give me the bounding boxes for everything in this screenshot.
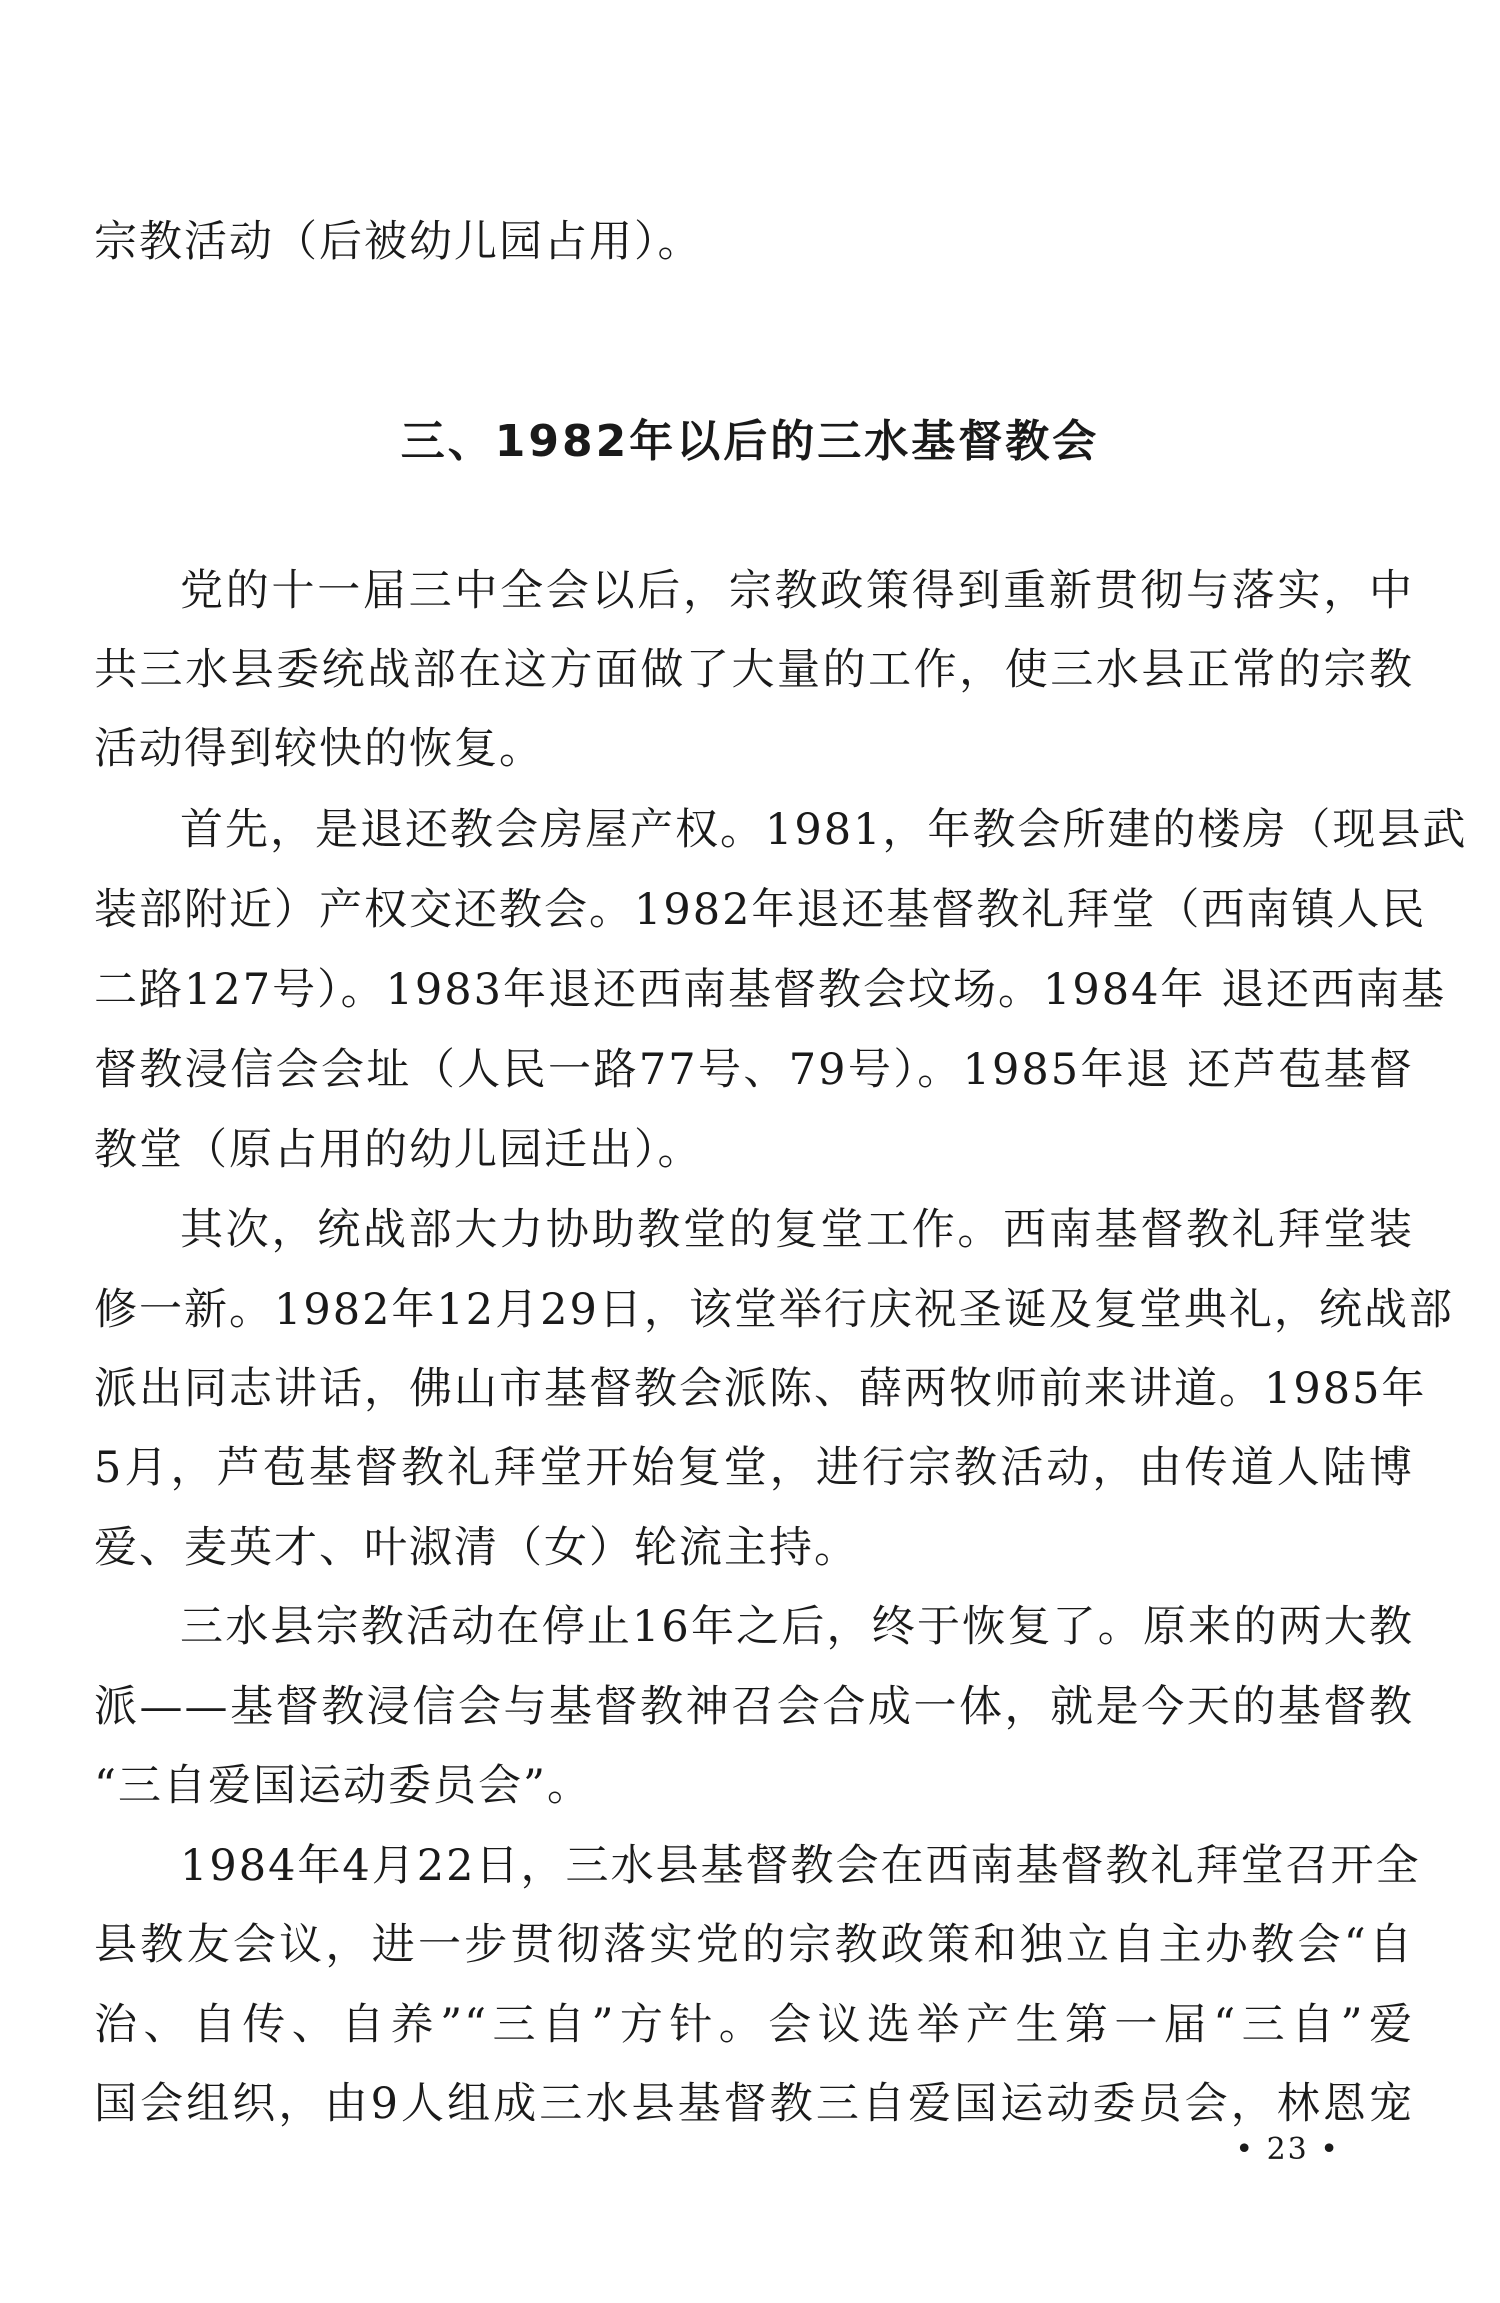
paragraph-4-line-3: “三自爱国运动委员会”。 (94, 1761, 592, 1811)
section-heading: 三、1982年以后的三水基督教会 (400, 416, 1100, 467)
paragraph-5-line-2: 县教友会议，进一步贯彻落实党的宗教政策和独立自主办教会“自 (94, 1920, 1414, 1970)
paragraph-5-line-4: 国会组织，由9人组成三水县基督教三自爱国运动委员会，林恩宠 (94, 2079, 1414, 2129)
paragraph-3-line-1: 其次，统战部大力协助教堂的复堂工作。西南基督教礼拜堂装 (180, 1205, 1414, 1255)
paragraph-2-line-1: 首先，是退还教会房屋产权。1981，年教会所建的楼房（现县武 (180, 805, 1468, 855)
page-number: • 23 • (1235, 2132, 1340, 2167)
paragraph-2-line-5: 教堂（原占用的幼儿园迁出）。 (94, 1125, 703, 1175)
paragraph-3-line-4: 5月，芦苞基督教礼拜堂开始复堂，进行宗教活动，由传道人陆博 (94, 1443, 1414, 1493)
paragraph-2-line-2: 装部附近）产权交还教会。1982年退还基督教礼拜堂（西南镇人民 (94, 885, 1427, 935)
paragraph-2-line-3: 二路127号）。1983年退还西南基督教会坟场。1984年 退还西南基 (94, 965, 1447, 1015)
text-line-continuation: 宗教活动（后被幼儿园占用）。 (94, 217, 703, 267)
paragraph-4-line-1: 三水县宗教活动在停止16年之后，终于恢复了。原来的两大教 (180, 1602, 1414, 1652)
paragraph-2-line-4: 督教浸信会会址（人民一路77号、79号）。1985年退 还芦苞基督 (94, 1045, 1414, 1095)
paragraph-5-line-3: 治、自传、自养”“三自”方针。会议选举产生第一届“三自”爱 (94, 2000, 1414, 2050)
paragraph-3-line-3: 派出同志讲话，佛山市基督教会派陈、薛两牧师前来讲道。1985年 (94, 1364, 1427, 1414)
paragraph-5-line-1: 1984年4月22日，三水县基督教会在西南基督教礼拜堂召开全 (180, 1841, 1421, 1891)
paragraph-3-line-2: 修一新。1982年12月29日，该堂举行庆祝圣诞及复堂典礼，统战部 (94, 1285, 1454, 1335)
paragraph-1-line-3: 活动得到较快的恢复。 (94, 724, 544, 774)
paragraph-3-line-5: 爱、麦英才、叶淑清（女）轮流主持。 (94, 1523, 859, 1573)
paragraph-1-line-2: 共三水县委统战部在这方面做了大量的工作，使三水县正常的宗教 (94, 645, 1414, 695)
paragraph-4-line-2: 派——基督教浸信会与基督教神召会合成一体，就是今天的基督教 (94, 1682, 1414, 1732)
paragraph-1-line-1: 党的十一届三中全会以后，宗教政策得到重新贯彻与落实，中 (180, 566, 1414, 616)
